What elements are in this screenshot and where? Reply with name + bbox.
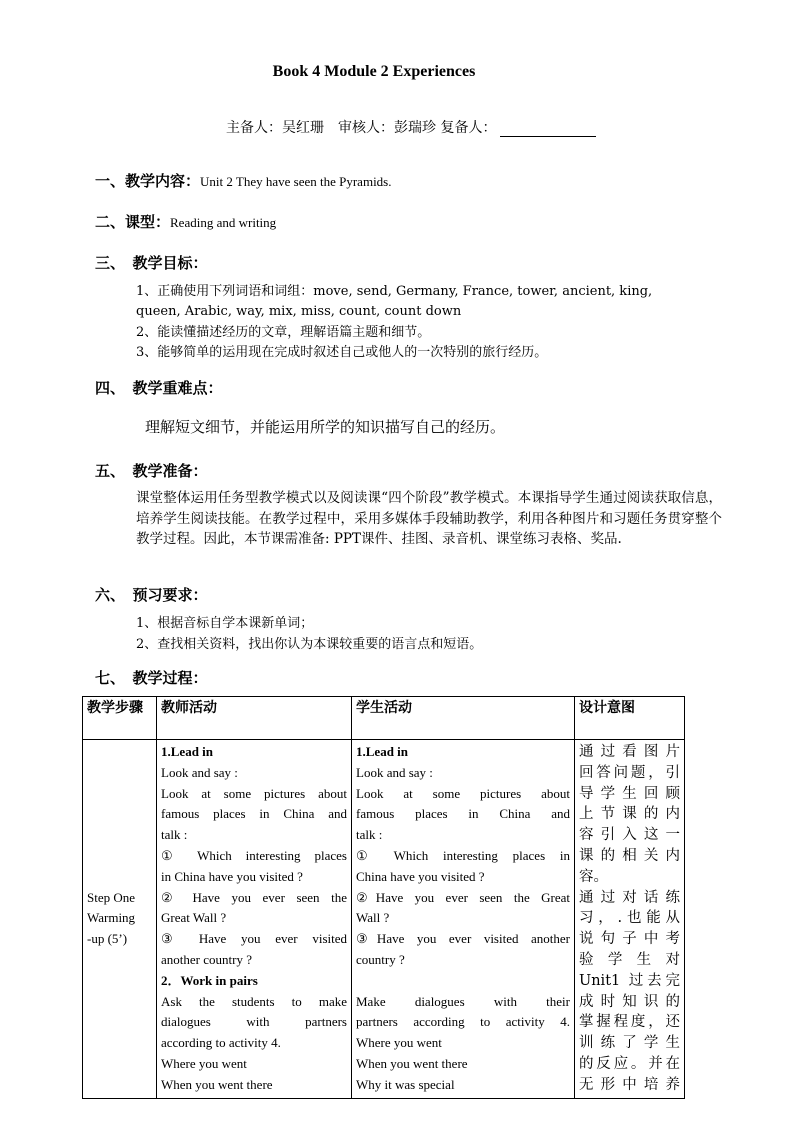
table-row — [83, 740, 685, 1099]
intent-line: 容引入这一 — [579, 827, 680, 844]
teacher-line: dialogues with partners — [161, 1014, 347, 1030]
step-line: -up (5’) — [87, 931, 128, 947]
intent-line: 课的相关内 — [579, 847, 680, 864]
blank-underline — [500, 122, 596, 137]
header-intent: 设计意图 — [575, 697, 685, 740]
process-table — [82, 696, 685, 1099]
teacher-line: ① Which interesting places — [161, 847, 347, 863]
student-line: partners according to activity 4. — [356, 1014, 570, 1030]
section-heading: 七、 教学过程： — [95, 669, 208, 687]
student-line: talk : — [356, 827, 383, 843]
student-line: Make dialogues with their — [356, 993, 570, 1009]
intent-line: 通过看图片 — [579, 744, 680, 760]
student-line: country ? — [356, 951, 405, 967]
teacher-line: Look at some pictures about — [161, 785, 347, 801]
objective-item: 3、能够简单的运用现在完成时叙述自己或他人的一次特别的旅行经历。 — [136, 345, 548, 360]
student-line: famous places in China and — [356, 806, 570, 822]
teacher-line: in China have you visited ? — [161, 868, 303, 884]
preparers-line — [226, 117, 596, 137]
section-heading: 一、教学内容： — [95, 172, 201, 190]
teacher-line: another country ? — [161, 951, 252, 967]
student-line: ① Which interesting places in — [356, 847, 570, 863]
intent-line: 的反应。并在 — [579, 1055, 680, 1072]
table-header-row — [83, 697, 685, 740]
student-line: ③Have you ever visited another — [356, 931, 570, 947]
teacher-line: talk : — [161, 827, 188, 843]
intent-line: 成时知识的 — [579, 993, 680, 1010]
intent-line: 无形中培养 — [579, 1076, 680, 1093]
step-cell — [83, 740, 157, 1099]
intent-line: 上节课的内 — [579, 806, 680, 823]
teacher-line: famous places in China and — [161, 806, 347, 822]
student-line: China have you visited ? — [356, 868, 485, 884]
preview-item: 1、根据音标自学本课新单词； — [136, 616, 314, 631]
intent-line: 掌握程度，还 — [579, 1014, 680, 1031]
section-value: Unit 2 They have seen the Pyramids. — [200, 174, 392, 189]
teacher-activity-cell — [157, 740, 352, 1099]
preparation-text: 课堂整体运用任务型教学模式以及阅读课“四个阶段”教学模式。本课指导学生通过阅读获取信息，培养学生阅读技能。在教学过程中，采用多媒体手段辅助教学，利用各种图片和习题任务贯穿整个教学过程。因此，本节课需准备: PPT课件、挂图、录音机、课堂练习表格、奖品. — [136, 490, 722, 547]
section-heading: 四、 教学重难点： — [95, 379, 223, 397]
section-teaching-content — [95, 170, 392, 191]
teacher-line: 1.Lead in — [161, 744, 214, 759]
student-line: Why it was special — [356, 1076, 455, 1092]
intent-line: 习，.也能从 — [579, 910, 680, 927]
design-intent-cell — [575, 740, 685, 1099]
intent-line: 说句子中考 — [579, 931, 680, 948]
section-lesson-type — [95, 211, 276, 232]
header-student: 学生活动 — [352, 697, 575, 740]
document-title: Book 4 Module 2 Experiences — [272, 63, 476, 80]
section-process-heading — [95, 667, 208, 688]
student-line: 1.Lead in — [356, 744, 409, 759]
section-heading: 六、 预习要求： — [95, 586, 208, 604]
intent-line: 训练了学生 — [579, 1035, 680, 1052]
objective-item: 1、正确使用下列词语和词组：move, send, Germany, France, tower, ancient, king, — [136, 284, 653, 299]
student-line: Look and say : — [356, 764, 433, 780]
objective-item: 2、能读懂描述经历的文章，理解语篇主题和细节。 — [136, 325, 431, 340]
intent-line: 通过对话练 — [579, 889, 680, 906]
step-line: Warming — [87, 910, 136, 926]
header-teacher: 教师活动 — [157, 697, 352, 740]
teacher-line: Ask the students to make — [161, 993, 347, 1009]
teacher-line: ③ Have you ever visited — [161, 931, 347, 947]
section-heading: 五、 教学准备： — [95, 462, 208, 480]
intent-line: Unit1 过去完 — [579, 972, 680, 989]
student-line: Wall ? — [356, 910, 390, 926]
section-objectives-heading — [95, 252, 208, 273]
student-line: Where you went — [356, 1035, 442, 1051]
teacher-line: When you went there — [161, 1076, 273, 1092]
step-line: Step One — [87, 889, 136, 905]
intent-line: 回答问题，引 — [579, 764, 680, 781]
section-key-points-heading — [95, 377, 223, 398]
section-heading: 二、课型： — [95, 213, 171, 231]
teacher-line: ② Have you ever seen the — [161, 889, 347, 905]
student-activity-cell — [352, 740, 575, 1099]
preparers-text: 主备人：吴红珊 审核人：彭瑞珍 复备人： — [226, 120, 497, 136]
student-line: Look at some pictures about — [356, 785, 570, 801]
section-preview-heading — [95, 584, 208, 605]
student-line — [356, 971, 570, 992]
key-points-text: 理解短文细节，并能运用所学的知识描写自己的经历。 — [145, 418, 506, 436]
teacher-line: Look and say : — [161, 764, 238, 780]
teacher-line: Great Wall ? — [161, 910, 227, 926]
intent-line: 验学生对 — [579, 951, 680, 968]
header-step: 教学步骤 — [83, 697, 157, 740]
section-value: Reading and writing — [170, 215, 277, 230]
intent-line: 导学生回顾 — [579, 785, 680, 802]
section-preparation-heading — [95, 460, 208, 481]
preview-item: 2、查找相关资料，找出你认为本课较重要的语言点和短语。 — [136, 637, 483, 652]
section-heading: 三、 教学目标： — [95, 254, 208, 272]
teacher-line: Where you went — [161, 1055, 247, 1071]
student-line: When you went there — [356, 1055, 468, 1071]
teacher-line: 2．Work in pairs — [161, 972, 258, 988]
intent-line: 容。 — [579, 868, 608, 885]
objective-item: queen, Arabic, way, mix, miss, count, count down — [136, 304, 462, 319]
teacher-line: according to activity 4. — [161, 1035, 281, 1051]
student-line: ②Have you ever seen the Great — [356, 889, 570, 905]
